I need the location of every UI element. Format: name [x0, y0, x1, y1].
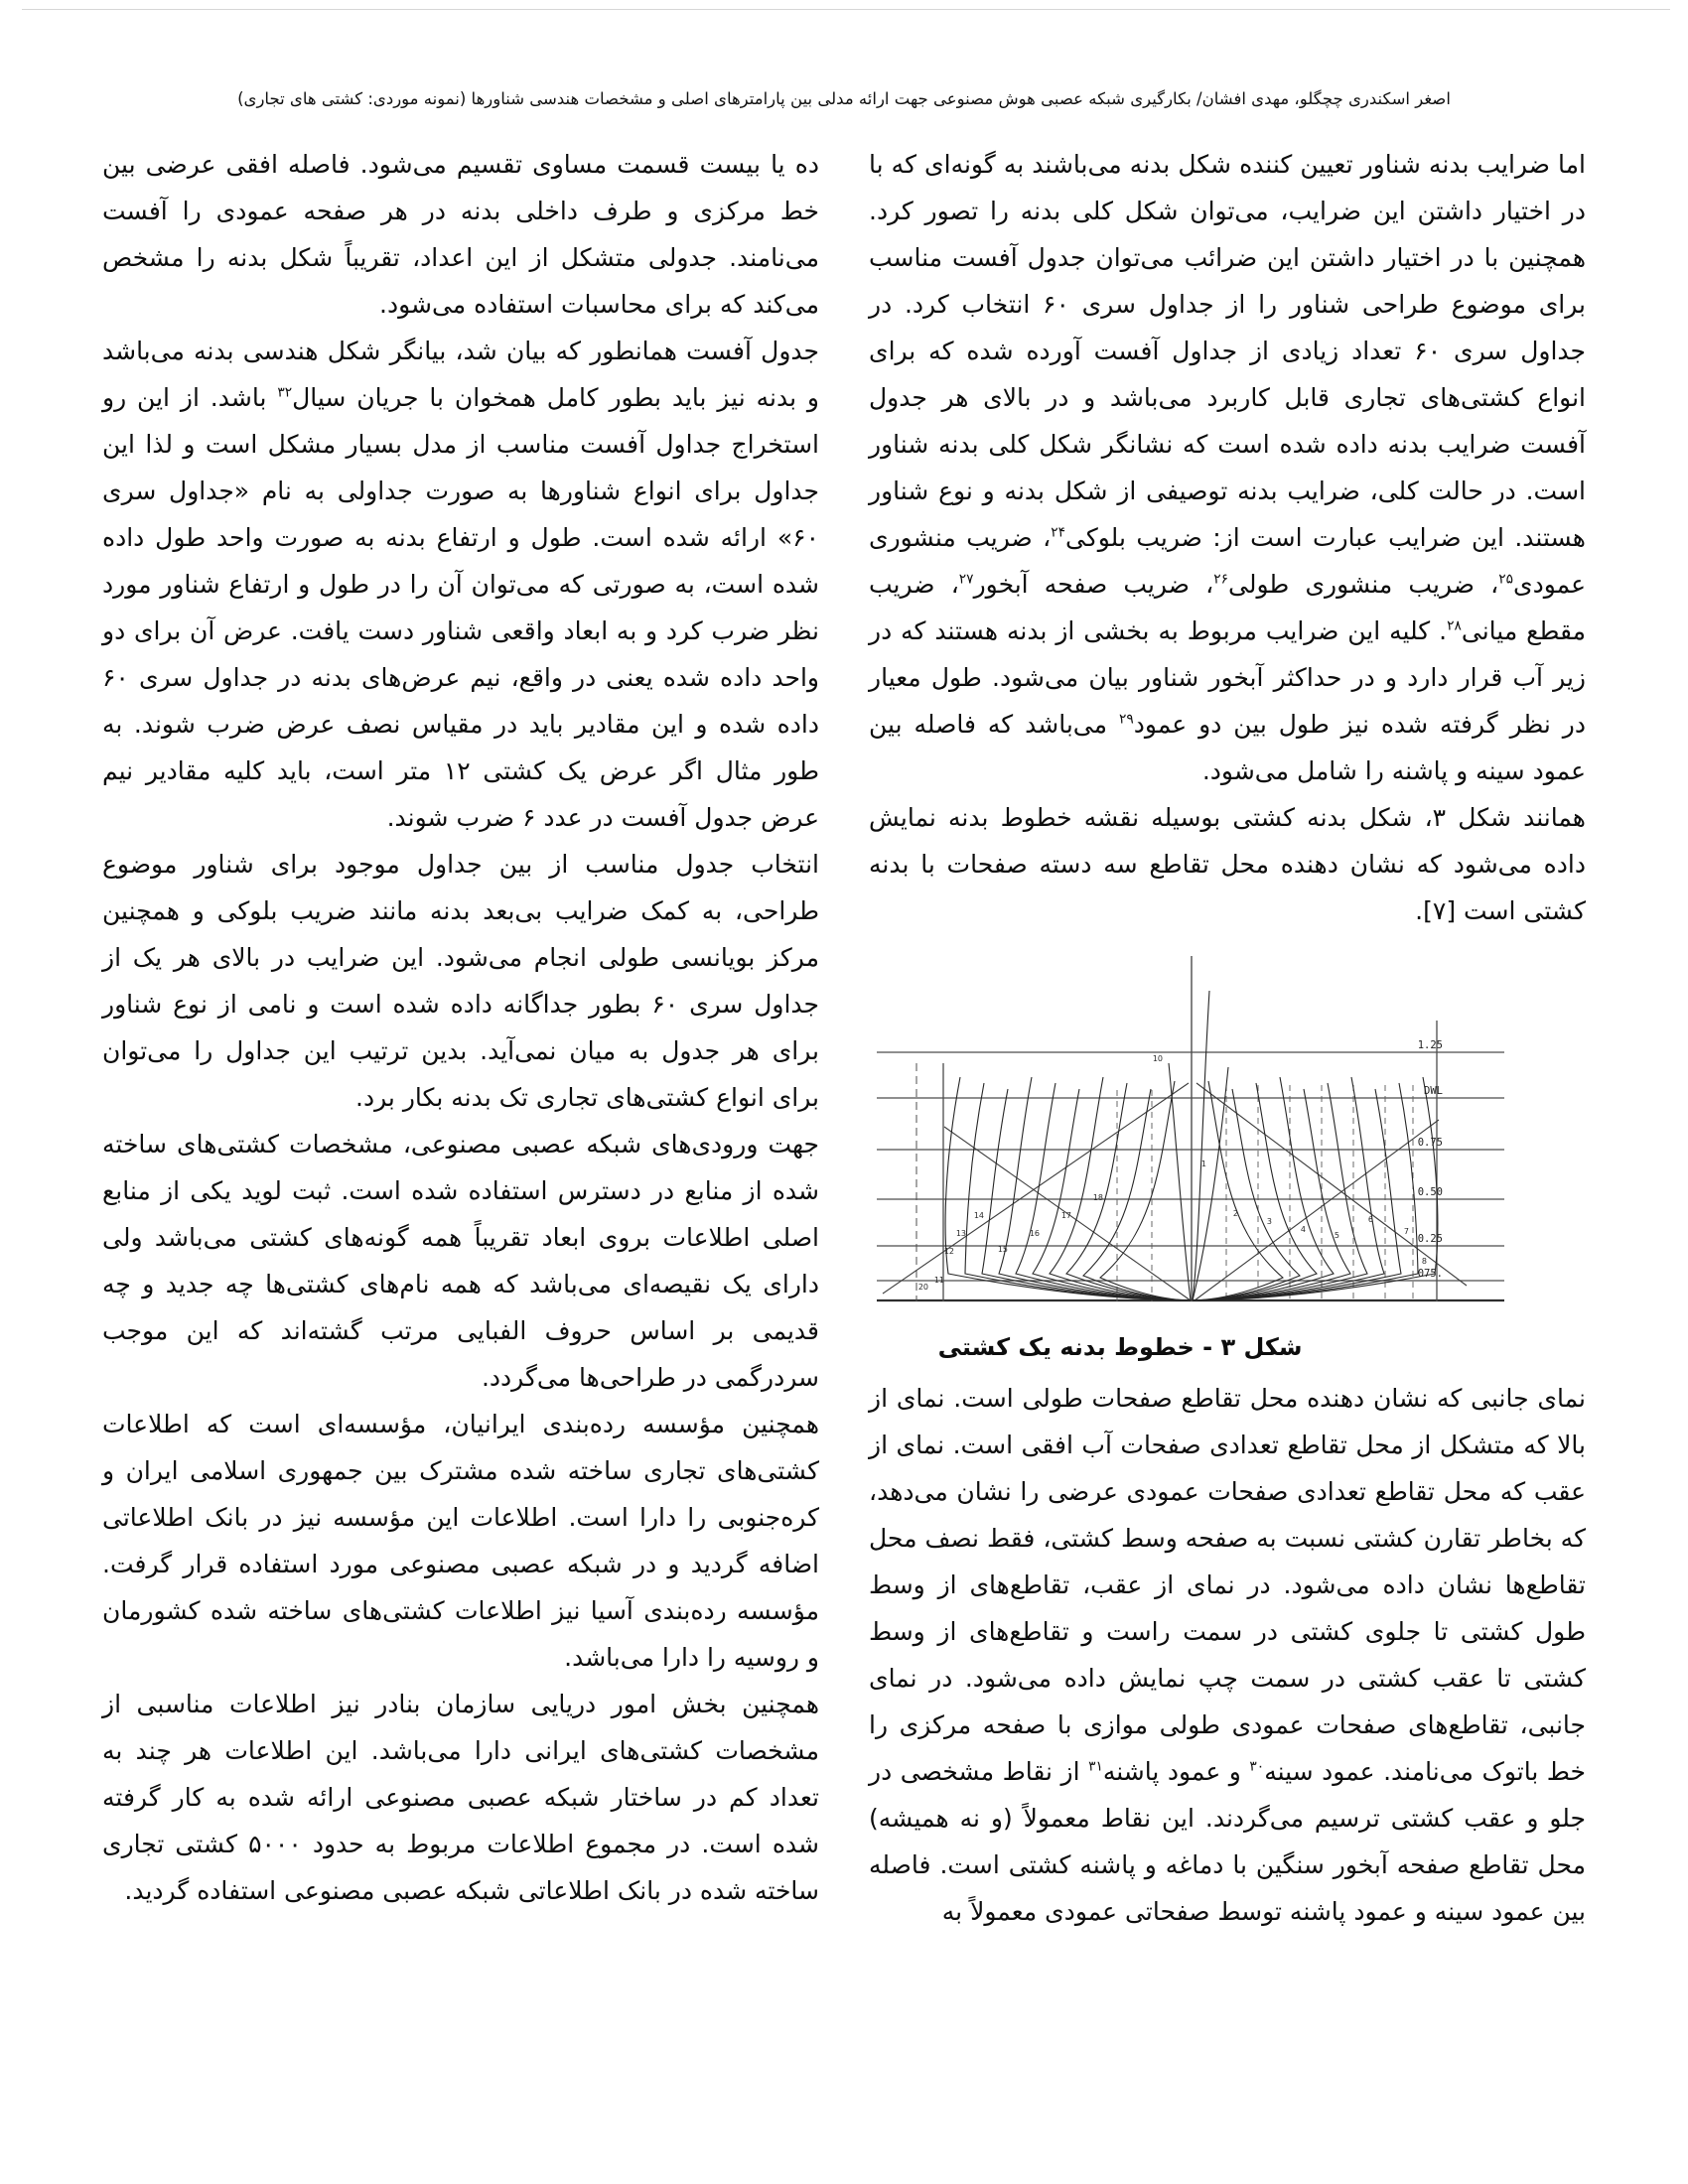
footnote-ref: ۳۱	[1088, 1758, 1103, 1775]
station-number: 6	[1367, 1215, 1373, 1224]
hull-section-curves-aft	[945, 1063, 1191, 1300]
station-number: 5	[1334, 1231, 1339, 1240]
col-left-paragraphs	[102, 141, 819, 1914]
frame-lines	[916, 956, 1437, 1301]
paragraph: جهت ورودی‌های شبکه عصبی مصنوعی، مشخصات کشتی‌های ساخته شده از منابع در دسترس استفاده شده است. ثبت لوید یکی از منابع اصلی اطلاعات بروی ابعاد تقریباً همه گونه‌های کشتی می‌باشد ولی دارای یک نقیصه‌ای می‌باشد که همه نام‌های کشتی‌ها چه جدید و چه قدیمی بر اساس حروف الفبایی مرتب گشته‌اند که این موجب سردرگمی در طراحی‌ها می‌گردد.	[102, 1130, 819, 1392]
figure-caption: شکل ۳ - خطوط بدنه یک کشتی	[937, 1333, 1303, 1361]
waterline-label: .075	[1417, 1268, 1443, 1280]
waterline-label: 1.25	[1417, 1039, 1443, 1051]
footnote-ref: ۲۹	[1118, 711, 1134, 728]
station-number: 16	[1029, 1229, 1040, 1238]
footnote-ref: ۲۴	[1051, 524, 1066, 541]
station-number: 20	[917, 1283, 928, 1292]
station-number: 14	[973, 1211, 984, 1220]
figure-3	[869, 936, 1586, 1369]
footnote-ref: ۳۲	[277, 384, 293, 401]
running-head: اصغر اسکندری چچگلو، مهدی افشان/ بکارگیری شبکه عصبی هوش مصنوعی جهت ارائه مدلی بین پارامترهای اصلی و مشخصات هندسی شناورها (نمونه موردی: کشتی های تجاری)	[237, 89, 1451, 108]
waterline-label: DWL	[1424, 1085, 1443, 1097]
station-number: 4	[1300, 1225, 1306, 1234]
col-right-after-figure	[869, 1375, 1586, 1935]
waterline-labels	[1418, 1039, 1443, 1280]
footnote-ref: ۲۵	[1498, 571, 1513, 588]
station-number: 12	[943, 1247, 954, 1256]
footnote-ref: ۳۰	[1249, 1758, 1265, 1775]
paragraph: همچنین مؤسسه رده‌بندی ایرانیان، مؤسسه‌ای است که اطلاعات کشتی‌های تجاری ساخته شده مشترک بین جمهوری اسلامی ایران و کره‌جنوبی را دارا است. اطلاعات این مؤسسه نیز در بانک اطلاعاتی اضافه گردید و در شبکه عصبی مصنوعی مورد استفاده قرار گرفت. مؤسسه رده‌بندی آسیا نیز اطلاعات کشتی‌های ساخته شده کشورمان و روسیه را دارا می‌باشد.	[102, 1410, 819, 1672]
footnote-ref: ۲۸	[1447, 617, 1462, 634]
column-right	[869, 141, 1586, 1935]
station-number: 13	[955, 1229, 966, 1238]
station-number: 8	[1421, 1257, 1427, 1266]
station-number: 7	[1403, 1227, 1409, 1236]
paragraph: جدول آفست همانطور که بیان شد، بیانگر شکل هندسی بدنه می‌باشد و بدنه نیز باید بطور کامل همخوان با جریان سیال$^{۳۲}$ باشد. از این رو استخراج جداول آفست مناسب از مدل بسیار مشکل است و لذا این جداول برای انواع شناورها به صورت جداولی به نام «جداول سری ۶۰» ارائه شده است. طول و ارتفاع بدنه به صورت واحد طول داده شده است، به صورتی که می‌توان آن را در طول و ارتفاع شناور مورد نظر ضرب کرد و به ابعاد واقعی شناور دست یافت. عرض آن برای دو واحد داده شده یعنی در واقع، نیم عرض‌های بدنه در جداول سری ۶۰ داده شده و این مقادیر باید در مقیاس نصف عرض ضرب شوند. به طور مثال اگر عرض یک کشتی ۱۲ متر است، باید کلیه مقادیر نیم عرض جدول آفست در عدد ۶ ضرب شوند.	[102, 337, 820, 832]
paragraph: نمای جانبی که نشان دهنده محل تقاطع صفحات طولی است. نمای از بالا که متشکل از محل تقاطع تعدادی صفحات آب افقی است. نمای از عقب که محل تقاطع تعدادی صفحات عمودی عرضی را نشان می‌دهد، که بخاطر تقارن کشتی نسبت به صفحه وسط کشتی، فقط نصف محل تقاطع‌ها نشان داده می‌شود. در نمای از عقب، تقاطع‌های از وسط طول کشتی تا جلوی کشتی در سمت راست و تقاطع‌های از وسط کشتی تا عقب کشتی در سمت چپ نمایش داده می‌شود. در نمای جانبی، تقاطع‌های صفحات عمودی طولی موازی با صفحه مرکزی را خط باتوک می‌نامند. عمود سینه$^{۳۰}$ و عمود پاشنه$^{۳۱}$ از نقاط مشخصی در جلو و عقب کشتی ترسیم می‌گردند. این نقاط معمولاً (و نه همیشه) محل تقاطع صفحه آبخور سنگین با دماغه و پاشنه کشتی است. فاصله بین عمود سینه و عمود پاشنه توسط صفحاتی عمودی معمولاً به	[869, 1384, 1586, 1926]
waterline-label: 0.50	[1417, 1186, 1443, 1198]
paragraph: ده یا بیست قسمت مساوی تقسیم می‌شود. فاصله افقی عرضی بین خط مرکزی و طرف داخلی بدنه در هر صفحه عمودی را آفست می‌نامند. جدولی متشکل از این اعداد، تقریباً شکل بدنه را مشخص می‌کند که برای محاسبات استفاده می‌شود.	[102, 150, 819, 319]
station-number: 10	[1152, 1054, 1163, 1063]
paragraph: انتخاب جدول مناسب از بین جداول موجود برای شناور موضوع طراحی، به کمک ضرایب بی‌بعد بدنه مانند ضریب بلوکی و همچنین مرکز بویانسی طولی انجام می‌شود. این ضرایب در بالای هر یک از جداول سری ۶۰ بطور جداگانه داده شده است و نامی از نوع شناور برای هر جدول به میان نمی‌آید. بدین ترتیب این جداول را می‌توان برای انواع کشتی‌های تجاری تک بدنه بکار برد.	[102, 850, 819, 1112]
footnote-ref: ۲۶	[1213, 571, 1228, 588]
station-number: 17	[1060, 1211, 1071, 1220]
footnote-ref: ۲۷	[958, 571, 974, 588]
scan-edge-line	[22, 9, 1670, 10]
paragraph: اما ضرایب بدنه شناور تعیین کننده شکل بدنه می‌باشند به گونه‌ای که با در اختیار داشتن این ضرایب، می‌توان شکل کلی بدنه را تصور کرد. همچنین با در اختیار داشتن این ضرائب می‌توان جدول آفست مناسب برای موضوع طراحی شناور را از جداول سری ۶۰ انتخاب کرد. در جداول سری ۶۰ تعداد زیادی از جداول آفست آورده شده که برای انواع کشتی‌های تجاری قابل کاربرد می‌باشد و در بالای هر جدول آفست ضرایب بدنه داده شده است که نشانگر شکل کلی بدنه شناور است. در حالت کلی، ضرایب بدنه توصیفی از شکل بدنه و نوع شناور هستند. این ضرایب عبارت است از: ضریب بلوکی$^{۲۴}$، ضریب منشوری عمودی$^{۲۵}$، ضریب منشوری طولی$^{۲۶}$، ضریب صفحه آبخور$^{۲۷}$، ضریب مقطع میانی$^{۲۸}$. کلیه این ضرایب مربوط به بخشی از بدنه هستند که در زیر آب قرار دارد و در حداکثر آبخور شناور بیان می‌شود. طول معیار در نظر گرفته شده نیز طول بین دو عمود$^{۲۹}$ می‌باشد که فاصله بین عمود سینه و پاشنه را شامل می‌شود.	[869, 150, 1587, 785]
station-number: 11	[933, 1276, 944, 1285]
diagonal-lines	[883, 1083, 1467, 1300]
two-column-body	[102, 141, 1586, 1935]
station-number: 2	[1232, 1209, 1238, 1218]
column-left	[102, 141, 819, 1935]
station-number: 1	[1200, 1160, 1206, 1168]
paragraph: همانند شکل ۳، شکل بدنه کشتی بوسیله نقشه خطوط بدنه نمایش داده می‌شود که نشان دهنده محل تقاطع سه دسته صفحات با بدنه کشتی است [۷].	[869, 803, 1586, 925]
station-number: 18	[1092, 1193, 1103, 1202]
stem-profile-line	[1193, 991, 1209, 1300]
hull-section-curves-fore	[1193, 991, 1438, 1300]
col-right-before-figure	[869, 141, 1586, 934]
waterline-label: 0.25	[1417, 1233, 1443, 1245]
paragraph: همچنین بخش امور دریایی سازمان بنادر نیز اطلاعات مناسبی از مشخصات کشتی‌های ایرانی دارا می‌باشد. این اطلاعات هر چند به تعداد کم در ساختار شبکه عصبی مصنوعی ارائه شده به کار گرفته شده است. در مجموع اطلاعات مربوط به حدود ۵۰۰۰ کشتی تجاری ساخته شده در بانک اطلاعاتی شبکه عصبی مصنوعی استفاده گردید.	[102, 1690, 819, 1905]
waterline-label: 0.75	[1417, 1137, 1443, 1149]
station-number: 3	[1266, 1217, 1272, 1226]
station-number: 15	[997, 1245, 1008, 1254]
figure-body-plan-svg	[869, 936, 1586, 1323]
